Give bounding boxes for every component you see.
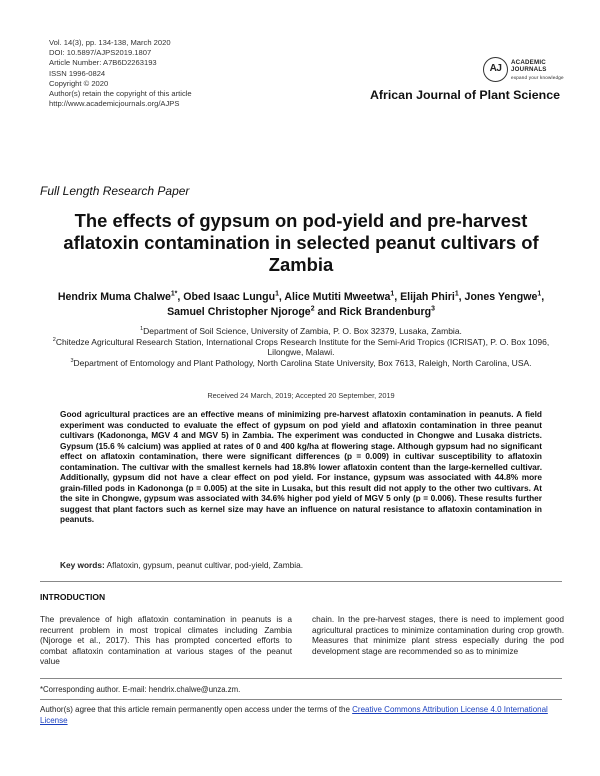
meta-article-number: Article Number: A7B6D2263193 — [49, 58, 157, 68]
paper-type: Full Length Research Paper — [40, 184, 190, 198]
logo-line-3: expand your knowledge — [511, 74, 564, 80]
author: Jones Yengwe$^1$, — [464, 290, 545, 303]
license-link[interactable]: Creative Commons Attribution License 4.0 International License — [40, 705, 548, 725]
affiliation: $^2$Chitedze Agricultural Research Station, International Crops Research Institute for the Semi-Arid Tropics (ICRISAT), P. O. Box 1096, Lilongwe, Malawi. — [52, 336, 550, 358]
meta-volume: Vol. 14(3), pp. 134-138, March 2020 — [49, 38, 171, 47]
logo-line-1: ACADEMIC — [511, 59, 546, 66]
logo-line-2: JOURNALS — [511, 66, 547, 74]
author: Samuel Christopher Njoroge$^2$ and — [167, 304, 340, 318]
abstract: Good agricultural practices are an effective means of minimizing pre-harvest aflatoxin contamination in peanuts. A field experiment was conducted to evaluate the effect of gypsum on pod yield and aflatoxin contamination in three peanut cultivars (Kadononga, MGV 4 and MGV 5) in Zambia. The experiment was conducted in Chongwe and Lusaka districts. Gypsum (15.6 % calcium) was applied at rates of 0 and 400 kg/ha at flowering stage. Although gypsum had no significant effect on aflatoxin contamination, there were significant differences (p = 0.009) in cultivar susceptibility to aflatoxin contamination. The cultivar with the smallest kernels had 18.8% lower aflatoxin content than the large-kernelled cultivar. Additionally, gypsum did not have a clear effect on pod yield. For instance, gypsum was associated with 44.8% more grain-filled pods in Kadononga (p = 0.005) at the site in Lusaka, but this result did not apply to the other two cultivars. At the site in Chongwe, gypsum was associated with 34.6% higher pod yield of MGV 5 only (p = 0.006). These results further suggest that plant factors such as kernel size may have an influence on natural resistance to aflatoxin contamination in peanuts. — [60, 409, 542, 525]
section-divider — [40, 581, 562, 582]
corresponding-author: *Corresponding author. E-mail: hendrix.chalwe@unza.zm. — [40, 685, 241, 694]
meta-doi: DOI: 10.5897/AJPS2019.1807 — [49, 48, 152, 58]
introduction-heading: INTRODUCTION — [40, 592, 106, 602]
meta-rights: Author(s) retain the copyright of this article — [49, 89, 192, 99]
received-accepted-dates: Received 24 March, 2019; Accepted 20 September, 2019 — [207, 391, 395, 400]
paper-title: The effects of gypsum on pod-yield and pre-harvest aflatoxin contamination in selected peanut cultivars of Zambia — [63, 210, 539, 275]
author-list — [40, 290, 562, 319]
meta-copyright: Copyright © 2020 — [49, 78, 109, 88]
meta-url[interactable]: http://www.academicjournals.org/AJPS — [49, 99, 180, 109]
intro-column-left: The prevalence of high aflatoxin contamination in peanuts is a recurrent problem in most tropical climates including Zambia (Njoroge et al., 2017). This has prompted concerted efforts to combat aflatoxin contamination at various stages of the peanut value — [40, 614, 292, 667]
footnote-divider — [40, 678, 562, 679]
license-notice — [40, 705, 562, 726]
academic-journals-logo-icon: AJ — [483, 57, 508, 82]
journal-name: African Journal of Plant Science — [369, 88, 560, 102]
intro-column-right: chain. In the pre-harvest stages, there is need to implement good agricultural practices to minimize contamination during crop growth. Measures that minimize plant stress especially during the pod development stage are recommended so as to minimize — [312, 614, 564, 656]
meta-issn: ISSN 1996-0824 — [49, 68, 106, 78]
affiliation: $^3$Department of Entomology and Plant Pathology, North Carolina State University, Box 7613, Raleigh, North Carolina, USA. — [70, 357, 532, 368]
author: Obed Isaac Lungu$^1$, — [183, 290, 285, 303]
affiliation: $^1$Department of Soil Science, University of Zambia, P. O. Box 32379, Lusaka, Zambia. — [140, 326, 462, 336]
affiliations — [40, 326, 562, 368]
author: Elijah Phiri$^1$, — [400, 290, 465, 303]
article-metadata — [49, 38, 192, 109]
publisher-logo-text — [511, 59, 564, 81]
author: Rick Brandenburg$^3$ — [339, 304, 435, 318]
license-text: Author(s) agree that this article remain permanently open access under the terms of the — [40, 705, 353, 714]
keywords — [60, 560, 542, 570]
license-divider — [40, 699, 562, 700]
keywords-label: Key words: — [60, 560, 105, 570]
keywords-text: Aflatoxin, gypsum, peanut cultivar, pod-yield, Zambia. — [106, 560, 304, 570]
author: Alice Mutiti Mweetwa$^1$, — [284, 290, 401, 303]
author: Hendrix Muma Chalwe$^{1*}$, — [57, 290, 184, 303]
